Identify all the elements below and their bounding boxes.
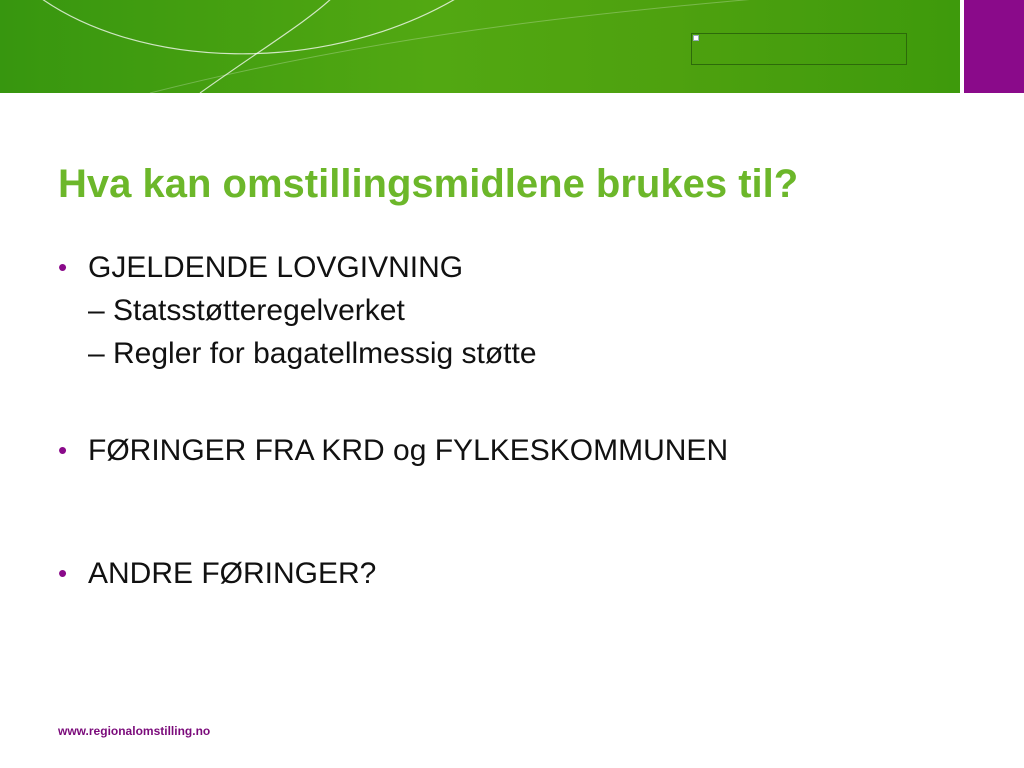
footer-url[interactable]: www.regionalomstilling.no xyxy=(58,724,211,738)
bullet-text: FØRINGER FRA KRD og FYLKESKOMMUNEN xyxy=(88,434,729,467)
bullet-item xyxy=(58,552,958,595)
bullet-text: ANDRE FØRINGER? xyxy=(88,557,377,590)
bullet-icon: • xyxy=(58,252,68,282)
bullet-item xyxy=(58,429,958,472)
bullet-text: GJELDENDE LOVGIVNING xyxy=(88,251,464,284)
image-placeholder xyxy=(691,33,907,65)
bullet-list xyxy=(58,246,958,595)
bullet-item xyxy=(58,246,958,375)
accent-block xyxy=(964,0,1024,93)
broken-image-icon xyxy=(693,35,699,41)
sub-bullet-text: – Regler for bagatellmessig støtte xyxy=(88,337,537,370)
bullet-icon: • xyxy=(58,435,68,465)
header-band xyxy=(0,0,960,93)
sub-bullet-text: – Statsstøtteregelverket xyxy=(88,294,405,327)
slide-title: Hva kan omstillingsmidlene brukes til? xyxy=(58,162,799,206)
bullet-icon: • xyxy=(58,558,68,588)
